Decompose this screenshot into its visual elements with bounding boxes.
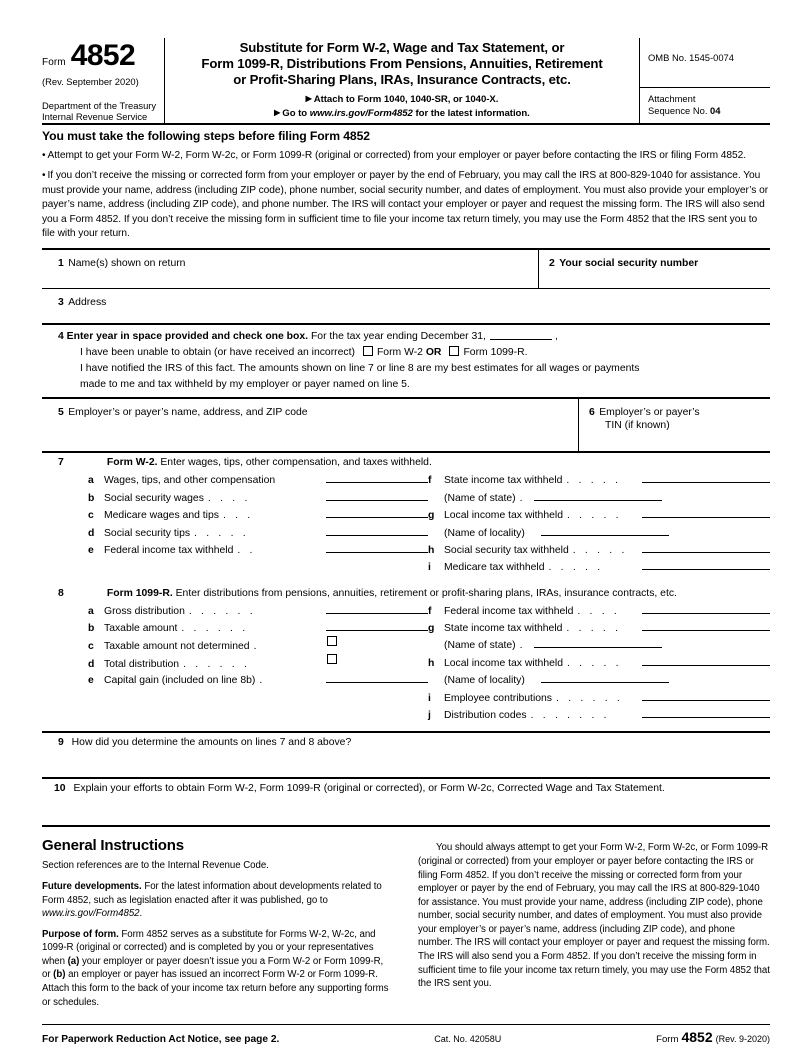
line-8i bbox=[428, 689, 770, 706]
line-8a-input[interactable] bbox=[326, 602, 428, 614]
steps-bullet-2 bbox=[42, 169, 770, 241]
line-7f-state-input[interactable] bbox=[534, 489, 662, 501]
line-7d bbox=[88, 524, 428, 541]
steps-bullet-1 bbox=[42, 149, 770, 163]
line-4-main bbox=[58, 329, 770, 345]
line-8i-letter: i bbox=[428, 692, 431, 704]
line-8a bbox=[88, 602, 428, 619]
line-7b bbox=[88, 489, 428, 506]
goto-instruction bbox=[171, 108, 633, 119]
line-7i-input[interactable] bbox=[642, 558, 770, 570]
line-3-number: 3 bbox=[58, 296, 64, 308]
line-8d-label: Total distribution bbox=[104, 658, 180, 670]
line-8h-letter: h bbox=[428, 657, 435, 669]
line-5-label: Employer’s or payer’s name, address, and ZIP code bbox=[68, 407, 308, 419]
line-4-sub-1-text: I have been unable to obtain (or have received an incorrect) bbox=[80, 346, 355, 358]
future-developments-url[interactable]: www.irs.gov/Form4852 bbox=[42, 908, 140, 920]
attachment-label: Attachment bbox=[648, 93, 696, 105]
field-line-6[interactable] bbox=[578, 399, 770, 451]
line-7-left-column bbox=[88, 471, 428, 575]
header-left-block bbox=[42, 38, 164, 123]
footer-form-revision: (Rev. 9-2020) bbox=[715, 1034, 770, 1045]
line-8j-label: Distribution codes bbox=[444, 710, 527, 722]
steps-bullet-2-text: If you don’t receive the missing or corrected form from your employer or payer by the end of February, you may call the IRS at 800-829-1040 for assistance. You must provide your name, address (including ZIP code), phone number, social security number, and dates of employment. You must also provide your employer’s or payer’s name, address (including ZIP code), and phone number. The IRS will contact your employer or payer and request the missing form. The IRS will also send you a Form 4852. If you don’t receive the missing form in sufficient time to file your income tax return timely, you may use the Form 4852 that the IRS sent you to file with your return. bbox=[42, 170, 769, 240]
line-4-rest: For the tax year ending December 31, bbox=[310, 330, 486, 342]
future-developments-text: For the latest information about developments related to Form 4852, such as legislation enacted after it was published, go to bbox=[42, 881, 382, 906]
line-6-number: 6 bbox=[589, 407, 595, 419]
line-8c-checkbox-wrap bbox=[326, 636, 428, 649]
line-8-title-bold: Form 1099-R. bbox=[106, 587, 173, 599]
line-7b-leader: . . . . bbox=[207, 492, 251, 504]
line-7h-input[interactable] bbox=[642, 541, 770, 553]
line-8g-state-name bbox=[428, 636, 770, 653]
line-8g-state-label: (Name of state) bbox=[444, 640, 516, 652]
line-4-bold-instruction: Enter year in space provided and check one box. bbox=[66, 330, 309, 342]
row-line-1-2 bbox=[42, 250, 770, 288]
line-2-label: Your social security number bbox=[559, 257, 699, 269]
steps-heading: You must take the following steps before filing Form 4852 bbox=[42, 128, 370, 143]
sequence-no-label: Sequence No. bbox=[648, 105, 708, 117]
line-7c bbox=[88, 506, 428, 523]
line-7i-label: Medicare tax withheld bbox=[444, 562, 545, 574]
form-footer bbox=[42, 1025, 770, 1045]
line-8j-leader: . . . . . . . bbox=[530, 710, 610, 722]
general-instructions-right bbox=[418, 837, 770, 1016]
line-8h-locality-label: (Name of locality) bbox=[444, 675, 525, 687]
line-8f-label: Federal income tax withheld bbox=[444, 605, 574, 617]
line-8h-locality-input[interactable] bbox=[541, 671, 669, 683]
divider-below-line-10 bbox=[42, 825, 770, 827]
line-10-number: 10 bbox=[54, 783, 66, 795]
line-7a-label: Wages, tips, and other compensation bbox=[104, 475, 276, 487]
line-10-label: Explain your efforts to obtain Form W-2, Form 1099-R (original or corrected), or Form W-2c, Corrected Wage and Tax Statement. bbox=[73, 783, 665, 795]
purpose-text-2: your employer or payer doesn’t issue you a Form W-2 or Form 1099-R, or bbox=[42, 955, 384, 981]
general-instructions-right-text: You should always attempt to get your Form W-2, Form W-2c, or Form 1099-R (original or corrected) from your employer or payer before contacting the IRS or filing Form 4852. If you don’t receive the missing or corrected form from your employer or payer by the end of February, you may call the IRS at 800-829-1040 for assistance. You must provide your name, address (including ZIP code), phone number, social security number, and dates of employment. You must also provide your employer’s or payer’s name, address (including ZIP code), and phone number. The IRS will contact your employer or payer and request the missing form. The IRS will also send you a Form 4852. If you don’t receive the missing form in sufficient time to file your income tax return timely, you may use the Form 4852 that the IRS sent you. bbox=[418, 842, 770, 990]
line-8i-label: Employee contributions bbox=[444, 692, 553, 704]
line-7g-locality-label: (Name of locality) bbox=[444, 527, 525, 539]
line-7h-leader: . . . . . bbox=[572, 544, 628, 556]
line-8b-leader: . . . . . . bbox=[181, 623, 249, 635]
line-7d-leader: . . . . . bbox=[194, 527, 249, 539]
line-8c bbox=[88, 636, 428, 653]
goto-suffix: for the latest information. bbox=[415, 107, 530, 119]
line-8b-label: Taxable amount bbox=[104, 623, 178, 635]
line-8-number: 8 bbox=[58, 587, 64, 599]
line-8a-letter: a bbox=[88, 605, 94, 617]
line-7b-letter: b bbox=[88, 492, 95, 504]
line-7g-locality-input[interactable] bbox=[541, 524, 669, 536]
form-word-label: Form bbox=[42, 57, 66, 68]
future-developments bbox=[42, 880, 394, 921]
line-7f-label: State income tax withheld bbox=[444, 475, 563, 487]
purpose-marker-a: (a) bbox=[67, 955, 80, 967]
section-line-8 bbox=[42, 584, 770, 726]
line-8c-letter: c bbox=[88, 641, 94, 653]
line-7a bbox=[88, 471, 428, 488]
line-6-label-2: TIN (if known) bbox=[605, 420, 670, 432]
field-line-4 bbox=[42, 325, 770, 398]
form-title bbox=[171, 40, 633, 89]
line-8e-letter: e bbox=[88, 675, 94, 687]
line-7a-letter: a bbox=[88, 475, 94, 487]
line-7g-label: Local income tax withheld bbox=[444, 510, 563, 522]
line-5-number: 5 bbox=[58, 407, 64, 419]
purpose-text-1: Form 4852 serves as a substitute for Forms W-2, W-2c, and 1099-R (original or corrected) and is completed by you or your representatives when bbox=[42, 928, 376, 967]
line-7f-input[interactable] bbox=[642, 471, 770, 483]
line-8j-letter: j bbox=[428, 710, 431, 722]
line-7h-label: Social security tax withheld bbox=[444, 544, 569, 556]
right-triangle-icon-2: ▶ bbox=[274, 107, 281, 117]
line-7f-letter: f bbox=[428, 475, 432, 487]
line-7h bbox=[428, 541, 770, 558]
line-8d-checkbox[interactable] bbox=[327, 654, 337, 664]
header-right-block bbox=[640, 38, 770, 123]
line-7g bbox=[428, 506, 770, 523]
line-8b-input[interactable] bbox=[326, 619, 428, 631]
attachment-sequence bbox=[640, 87, 770, 123]
line-4-or-word: OR bbox=[425, 346, 442, 358]
line-4-sub-1 bbox=[58, 345, 770, 361]
purpose-of-form bbox=[42, 928, 394, 1009]
line-7e-input[interactable] bbox=[326, 541, 428, 553]
line-8g-input[interactable] bbox=[642, 619, 770, 631]
line-7f-state-name bbox=[428, 489, 770, 506]
line-7g-leader: . . . . . bbox=[566, 510, 622, 522]
section-line-7 bbox=[42, 453, 770, 577]
field-line-9[interactable] bbox=[42, 733, 770, 777]
line-7c-label: Medicare wages and tips bbox=[104, 510, 219, 522]
line-8a-label: Gross distribution bbox=[104, 605, 185, 617]
line-8d-checkbox-wrap bbox=[326, 654, 428, 667]
sequence-no-value: 04 bbox=[710, 105, 721, 117]
line-8g bbox=[428, 619, 770, 636]
form-title-line-3: or Profit-Sharing Plans, IRAs, Insurance Contracts, etc. bbox=[233, 72, 571, 88]
footer-form-number: 4852 bbox=[681, 1029, 713, 1045]
line-7d-letter: d bbox=[88, 527, 95, 539]
footer-form-identity bbox=[656, 1029, 770, 1045]
line-9-label: How did you determine the amounts on lines 7 and 8 above? bbox=[71, 737, 352, 749]
line-7g-locality-name bbox=[428, 524, 770, 541]
line-7f-leader: . . . . . bbox=[566, 475, 622, 487]
omb-number: OMB No. 1545-0074 bbox=[648, 52, 734, 63]
line-7b-label: Social security wages bbox=[104, 492, 204, 504]
line-7d-input[interactable] bbox=[326, 524, 428, 536]
line-8h-input[interactable] bbox=[642, 654, 770, 666]
line-8-right-column bbox=[428, 602, 770, 724]
line-7-heading bbox=[42, 457, 770, 468]
line-8h-locality-name bbox=[428, 671, 770, 688]
line-8j bbox=[428, 706, 770, 723]
general-instructions-left bbox=[42, 837, 394, 1016]
line-6-label-1: Employer’s or payer’s bbox=[599, 407, 700, 419]
line-8d bbox=[88, 654, 428, 671]
line-7h-letter: h bbox=[428, 544, 435, 556]
line-9-number: 9 bbox=[58, 737, 64, 749]
line-2-number: 2 bbox=[549, 257, 555, 269]
section-references: Section references are to the Internal Revenue Code. bbox=[42, 860, 269, 872]
line-7c-input[interactable] bbox=[326, 506, 428, 518]
line-8d-letter: d bbox=[88, 658, 95, 670]
goto-url[interactable]: www.irs.gov/Form4852 bbox=[309, 107, 413, 119]
line-8c-leader: . bbox=[253, 641, 260, 653]
line-7e-label: Federal income tax withheld bbox=[104, 544, 234, 556]
line-8f-letter: f bbox=[428, 605, 432, 617]
line-8g-letter: g bbox=[428, 623, 435, 635]
line-8i-input[interactable] bbox=[642, 689, 770, 701]
row-line-3 bbox=[42, 289, 770, 323]
form-revision-date: (Rev. September 2020) bbox=[42, 76, 139, 87]
line-7-columns bbox=[42, 471, 770, 575]
bullet-dot-icon-1: • bbox=[42, 149, 46, 161]
department-block bbox=[42, 100, 158, 123]
form-title-line-1: Substitute for Form W-2, Wage and Tax Statement, or bbox=[239, 40, 565, 55]
checkbox-form-w2[interactable] bbox=[363, 346, 373, 356]
line-7d-label: Social security tips bbox=[104, 527, 191, 539]
form-identity bbox=[42, 41, 158, 71]
line-7i-letter: i bbox=[428, 562, 431, 574]
line-8d-leader: . . . . . . bbox=[183, 658, 251, 670]
form-number: 4852 bbox=[70, 39, 136, 72]
line-4-comma: , bbox=[554, 330, 558, 342]
general-instructions-heading: General Instructions bbox=[42, 837, 184, 855]
form-header bbox=[42, 38, 770, 125]
line-4-sub-2-line-1: I have notified the IRS of this fact. The amounts shown on line 7 or line 8 are my best estimates for all wages or payments bbox=[80, 363, 640, 375]
field-line-3[interactable] bbox=[42, 289, 770, 323]
checkbox-form-w2-label: Form W-2 bbox=[376, 346, 423, 358]
line-8h bbox=[428, 654, 770, 671]
line-8g-state-leader: . bbox=[519, 640, 526, 652]
line-7e-letter: e bbox=[88, 544, 94, 556]
line-7-right-column bbox=[428, 471, 770, 575]
line-7g-input[interactable] bbox=[642, 506, 770, 518]
line-7c-letter: c bbox=[88, 510, 94, 522]
line-8f-input[interactable] bbox=[642, 602, 770, 614]
line-4-sub-2-line-2: made to me and tax withheld by my employer or payer named on line 5. bbox=[80, 379, 410, 391]
steps-bullet-1-text: Attempt to get your Form W-2, Form W-2c, or Form 1099-R (original or corrected) from your employer or payer before contacting the IRS or filing Form 4852. bbox=[47, 149, 747, 161]
department-line-2: Internal Revenue Service bbox=[42, 111, 148, 123]
line-1-label: Name(s) shown on return bbox=[68, 257, 186, 269]
line-7-number: 7 bbox=[58, 457, 64, 469]
row-line-5-6 bbox=[42, 399, 770, 451]
line-7f-state-leader: . bbox=[519, 492, 526, 504]
line-7f bbox=[428, 471, 770, 488]
header-title-block bbox=[164, 38, 640, 123]
line-8-left-column bbox=[88, 602, 428, 724]
checkbox-form-1099r[interactable] bbox=[449, 346, 459, 356]
line-8-heading bbox=[42, 588, 770, 599]
line-7b-input[interactable] bbox=[326, 489, 428, 501]
line-8h-leader: . . . . . bbox=[566, 657, 622, 669]
line-7-title-bold: Form W-2. bbox=[106, 457, 158, 469]
checkbox-form-1099r-label: Form 1099-R. bbox=[463, 346, 528, 358]
line-8g-leader: . . . . . bbox=[566, 623, 622, 635]
purpose-text-3: an employer or payer has issued an incorrect Form W-2 or Form 1099-R. Attach this form to the back of your income tax return before any supporting forms or schedules. bbox=[42, 969, 389, 1008]
attach-instruction bbox=[171, 94, 633, 105]
footer-form-word: Form bbox=[656, 1034, 679, 1045]
line-8f bbox=[428, 602, 770, 619]
bullet-dot-icon-2: • bbox=[42, 170, 46, 182]
department-line-1: Department of the Treasury bbox=[42, 100, 157, 111]
line-8b-letter: b bbox=[88, 623, 95, 635]
tax-year-input[interactable] bbox=[490, 329, 552, 340]
future-developments-label: Future developments. bbox=[42, 881, 142, 892]
line-7g-letter: g bbox=[428, 510, 435, 522]
line-8e-leader: . bbox=[259, 675, 266, 687]
right-triangle-icon: ▶ bbox=[305, 93, 312, 103]
line-8e-label: Capital gain (included on line 8b) bbox=[104, 675, 256, 687]
field-line-2[interactable] bbox=[538, 250, 770, 288]
line-8f-leader: . . . . bbox=[577, 605, 620, 617]
field-line-10[interactable] bbox=[42, 779, 770, 825]
line-3-label: Address bbox=[68, 296, 107, 308]
field-line-1[interactable] bbox=[42, 250, 538, 288]
line-7c-leader: . . . bbox=[222, 510, 254, 522]
paperwork-notice: For Paperwork Reduction Act Notice, see page 2. bbox=[42, 1034, 280, 1045]
goto-prefix: Go to bbox=[282, 107, 308, 119]
general-instructions bbox=[42, 837, 770, 1016]
line-8b bbox=[88, 619, 428, 636]
catalog-number: Cat. No. 42058U bbox=[434, 1034, 502, 1045]
line-8c-label: Taxable amount not determined bbox=[104, 641, 250, 653]
line-8a-leader: . . . . . . bbox=[188, 605, 256, 617]
line-7e-leader: . . bbox=[237, 544, 256, 556]
line-7f-state-label: (Name of state) bbox=[444, 492, 516, 504]
line-8c-checkbox[interactable] bbox=[327, 636, 337, 646]
line-7i-leader: . . . . . bbox=[548, 562, 604, 574]
purpose-marker-b: (b) bbox=[53, 969, 66, 981]
line-4-number: 4 bbox=[58, 330, 64, 342]
line-8e bbox=[88, 671, 428, 688]
line-8e-input[interactable] bbox=[326, 671, 428, 683]
line-8-title-rest: Enter distributions from pensions, annuities, retirement or profit-sharing plans, IRAs, insurance contracts, etc. bbox=[175, 587, 677, 599]
line-7-title-rest: Enter wages, tips, other compensation, and taxes withheld. bbox=[160, 457, 432, 469]
line-8g-state-input[interactable] bbox=[534, 636, 662, 648]
attach-instruction-text: Attach to Form 1040, 1040-SR, or 1040-X. bbox=[313, 93, 499, 105]
future-developments-period: . bbox=[139, 908, 143, 920]
form-title-line-2: Form 1099-R, Distributions From Pensions, Annuities, Retirement bbox=[201, 56, 603, 72]
purpose-of-form-label: Purpose of form. bbox=[42, 928, 119, 940]
line-8i-leader: . . . . . . bbox=[556, 692, 623, 704]
line-7i bbox=[428, 558, 770, 575]
line-8j-input[interactable] bbox=[642, 706, 770, 718]
line-8g-label: State income tax withheld bbox=[444, 623, 563, 635]
line-7a-input[interactable] bbox=[326, 471, 428, 483]
line-8h-label: Local income tax withheld bbox=[444, 657, 563, 669]
line-8-columns bbox=[42, 602, 770, 724]
line-1-number: 1 bbox=[58, 257, 64, 269]
line-7e bbox=[88, 541, 428, 558]
field-line-5[interactable] bbox=[42, 399, 578, 451]
